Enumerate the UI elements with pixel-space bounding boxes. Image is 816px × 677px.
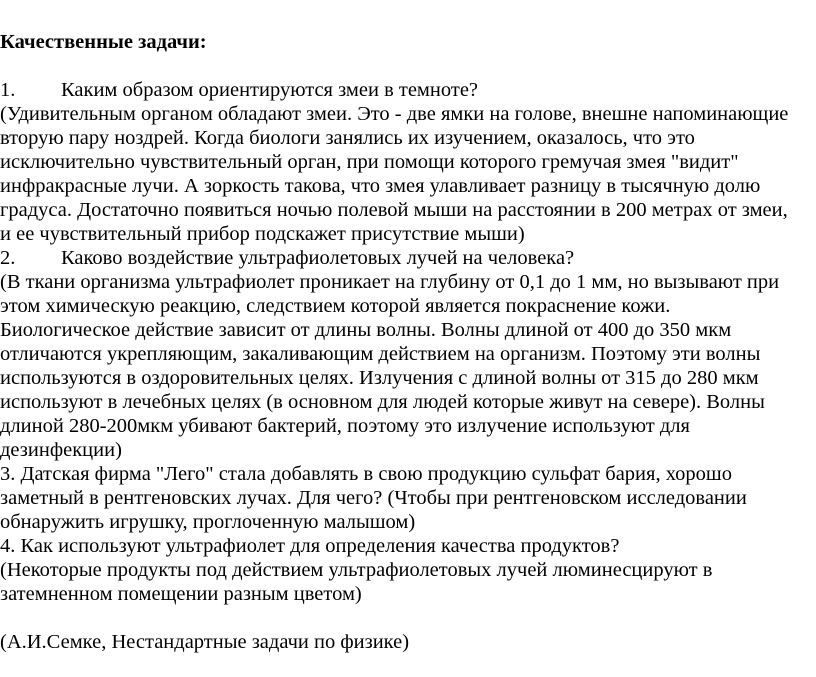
answer-2-line-3: Биологическое действие зависит от длины волны. Волны длиной от 400 до 350 мкм	[0, 319, 732, 341]
answer-2-line-7: длиной 280-200мкм убивают бактерий, поэтому это излучение используют для	[0, 415, 690, 437]
question-4-line-3: затемненном помещении разным цветом)	[0, 583, 362, 605]
question-1-text: Каким образом ориентируются змеи в темноте?	[61, 79, 479, 101]
question-4-line-2: (Некоторые продукты под действием ультрафиолетовых лучей люминесцируют в	[0, 559, 713, 581]
answer-2-line-2: этом химическую реакцию, следствием которой является покраснение кожи.	[0, 295, 671, 317]
question-2-number: 2.	[0, 247, 16, 269]
question-4-line-1: 4. Как используют ультрафиолет для определения качества продуктов?	[0, 535, 620, 557]
answer-2-line-6: используют в лечебных целях (в основном для людей которые живут на севере). Волны	[0, 391, 765, 413]
answer-2-line-1: (В ткани организма ультрафиолет проникает на глубину от 0,1 до 1 мм, но вызывают при	[0, 271, 780, 293]
question-2-text: Каково воздействие ультрафиолетовых лучей на человека?	[61, 247, 575, 269]
answer-2-line-8: дезинфекции)	[0, 439, 122, 461]
answer-2-line-5: используются в оздоровительных целях. Излучения с длиной волны от 315 до 280 мкм	[0, 367, 759, 389]
question-1-number: 1.	[0, 79, 16, 101]
answer-1-line-4: инфракрасные лучи. А зоркость такова, что змея улавливает разницу в тысячную долю	[0, 175, 761, 197]
question-3-line-2: заметный в рентгеновских лучах. Для чего? (Чтобы при рентгеновском исследовании	[0, 487, 747, 509]
answer-2-line-4: отличаются укрепляющим, закаливающим действием на организм. Поэтому эти волны	[0, 343, 761, 365]
source-citation: (А.И.Семке, Нестандартные задачи по физике)	[0, 631, 410, 653]
question-2	[0, 246, 574, 270]
question-3-line-3: обнаружить игрушку, проглоченную малышом)	[0, 511, 416, 533]
question-1	[0, 78, 478, 102]
answer-1-line-3: исключительно чувствительный орган, при помощи которого гремучая змея "видит"	[0, 151, 739, 173]
answer-1-line-5: градуса. Достаточно появиться ночью полевой мыши на расстоянии в 200 метрах от змеи,	[0, 199, 788, 221]
answer-1-line-6: и ее чувствительный прибор подскажет присутствие мыши)	[0, 223, 525, 245]
question-3-line-1: 3. Датская фирма "Лего" стала добавлять в свою продукцию сульфат бария, хорошо	[0, 463, 732, 485]
answer-1-line-1: (Удивительным органом обладают змеи. Это - две ямки на голове, внешне напоминающие	[0, 103, 789, 125]
answer-1-line-2: вторую пару ноздрей. Когда биологи занялись их изучением, оказалось, что это	[0, 127, 695, 149]
section-title: Качественные задачи:	[0, 31, 207, 53]
